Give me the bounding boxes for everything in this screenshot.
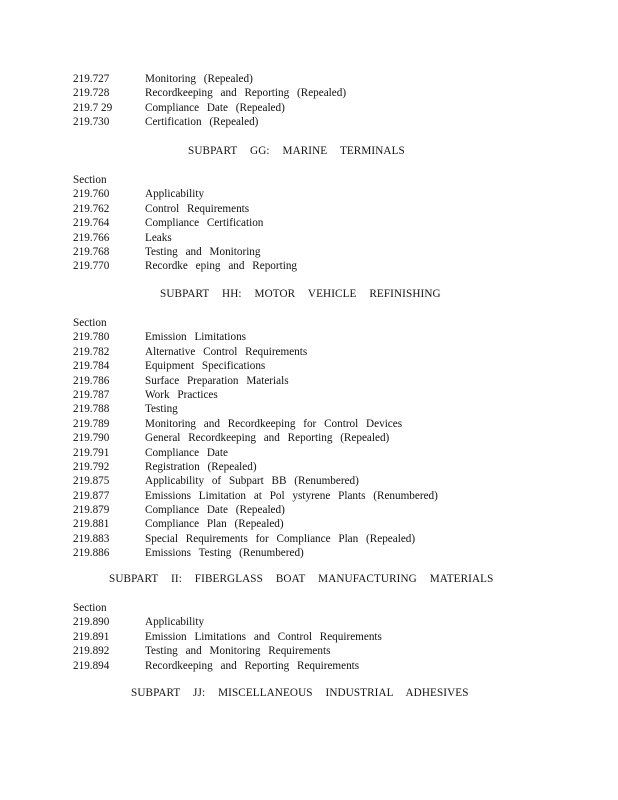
- section-row: [73, 216, 593, 230]
- section-number: 219.730: [73, 116, 110, 129]
- section-title: Emissions Testing (Renumbered): [145, 547, 304, 560]
- section-title: Leaks: [145, 231, 172, 244]
- section-number: 219.789: [73, 417, 110, 430]
- section-row: [73, 374, 593, 388]
- section-title: Registration (Repealed): [145, 460, 257, 473]
- section-row: [73, 202, 593, 216]
- section-number: 219.892: [73, 645, 110, 658]
- section-list-block: [73, 173, 593, 274]
- section-number: 219.877: [73, 489, 110, 502]
- section-title: Compliance Date (Repealed): [145, 101, 285, 114]
- section-number: 219.881: [73, 518, 110, 531]
- section-title: Compliance Date (Repealed): [145, 504, 285, 517]
- section-number: 219.762: [73, 202, 110, 215]
- section-title: Emission Limitations and Control Requirements: [145, 630, 382, 643]
- section-row: [73, 231, 593, 245]
- section-title: Compliance Date: [145, 446, 228, 459]
- section-title: Testing and Monitoring: [145, 245, 261, 258]
- section-number: 219.784: [73, 360, 110, 373]
- section-number: 219.786: [73, 374, 110, 387]
- section-title: Compliance Certification: [145, 217, 264, 230]
- subpart-heading: SUBPART II: FIBERGLASS BOAT MANUFACTURING MATERIALS: [109, 573, 494, 585]
- section-title: Equipment Specifications: [145, 360, 266, 373]
- section-number: 219.883: [73, 532, 110, 545]
- section-title: Recordke eping and Reporting: [145, 260, 298, 273]
- subpart-heading: SUBPART HH: MOTOR VEHICLE REFINISHING: [160, 288, 441, 300]
- section-number: 219.768: [73, 245, 110, 258]
- section-number: 219.790: [73, 432, 110, 445]
- section-row: [73, 615, 593, 629]
- section-number: 219.766: [73, 231, 110, 244]
- section-row: [73, 474, 593, 488]
- subpart-heading: SUBPART GG: MARINE TERMINALS: [188, 145, 405, 157]
- section-number: 219.727: [73, 73, 110, 85]
- section-number: 219.875: [73, 475, 110, 488]
- section-number: 219.764: [73, 217, 110, 230]
- section-title: Alternative Control Requirements: [145, 345, 308, 358]
- section-row: [73, 659, 593, 673]
- section-label: Section: [73, 317, 107, 329]
- section-title: Certification (Repealed): [145, 116, 259, 129]
- section-number: 219.791: [73, 446, 110, 459]
- section-title: Compliance Plan (Repealed): [145, 518, 284, 531]
- section-row: [73, 72, 593, 86]
- section-title: Work Practices: [145, 388, 218, 401]
- section-title: General Recordkeeping and Reporting (Repealed): [145, 432, 390, 445]
- section-row: [73, 245, 593, 259]
- section-title: Monitoring and Recordkeeping for Control Devices: [145, 417, 403, 430]
- section-title: Special Requirements for Compliance Plan (Repealed): [145, 532, 416, 545]
- section-number: 219.894: [73, 659, 110, 672]
- section-title: Recordkeeping and Reporting (Repealed): [145, 87, 347, 100]
- section-row: [73, 644, 593, 658]
- section-title: Testing and Monitoring Requirements: [145, 645, 331, 658]
- section-number: 219.879: [73, 504, 110, 517]
- section-title: Emission Limitations: [145, 331, 247, 344]
- section-row: [73, 402, 593, 416]
- section-row: [73, 330, 593, 344]
- section-row: [73, 86, 593, 100]
- section-number: 219.782: [73, 345, 110, 358]
- section-title: Recordkeeping and Reporting Requirements: [145, 659, 360, 672]
- section-title: Emissions Limitation at Pol ystyrene Plants (Renumbered): [145, 489, 438, 502]
- section-number: 219.792: [73, 460, 110, 473]
- section-row: [73, 431, 593, 445]
- section-number: 219.890: [73, 616, 110, 629]
- section-row: [73, 546, 593, 560]
- section-row: [73, 187, 593, 201]
- subpart-heading: SUBPART JJ: MISCELLANEOUS INDUSTRIAL ADHESIVES: [131, 687, 469, 699]
- section-row: [73, 532, 593, 546]
- section-number: 219.891: [73, 630, 110, 643]
- section-label: Section: [73, 174, 107, 186]
- section-number: 219.760: [73, 188, 110, 201]
- section-list-block: [73, 72, 593, 130]
- section-row: [73, 359, 593, 373]
- section-number: 219.7 29: [73, 101, 113, 114]
- section-number: 219.728: [73, 87, 110, 100]
- section-number: 219.788: [73, 403, 110, 416]
- section-number: 219.886: [73, 547, 110, 560]
- section-row: [73, 503, 593, 517]
- section-list-block: [73, 601, 593, 673]
- section-title: Applicability: [145, 616, 205, 629]
- section-number: 219.787: [73, 388, 110, 401]
- section-row: [73, 446, 593, 460]
- section-row: [73, 517, 593, 531]
- section-row: [73, 417, 593, 431]
- section-row: [73, 388, 593, 402]
- section-title: Surface Preparation Materials: [145, 374, 289, 387]
- section-number: 219.770: [73, 260, 110, 273]
- section-row: [73, 101, 593, 115]
- section-title: Control Requirements: [145, 202, 250, 215]
- section-title: Monitoring (Repealed): [145, 73, 253, 85]
- section-row: [73, 460, 593, 474]
- section-number: 219.780: [73, 331, 110, 344]
- section-row: [73, 630, 593, 644]
- section-title: Testing: [145, 403, 178, 416]
- section-row: [73, 115, 593, 129]
- section-row: [73, 489, 593, 503]
- section-title: Applicability of Subpart BB (Renumbered): [145, 475, 359, 488]
- section-list-block: [73, 316, 593, 561]
- section-label: Section: [73, 602, 107, 614]
- section-row: [73, 345, 593, 359]
- section-row: [73, 259, 593, 273]
- section-title: Applicability: [145, 188, 205, 201]
